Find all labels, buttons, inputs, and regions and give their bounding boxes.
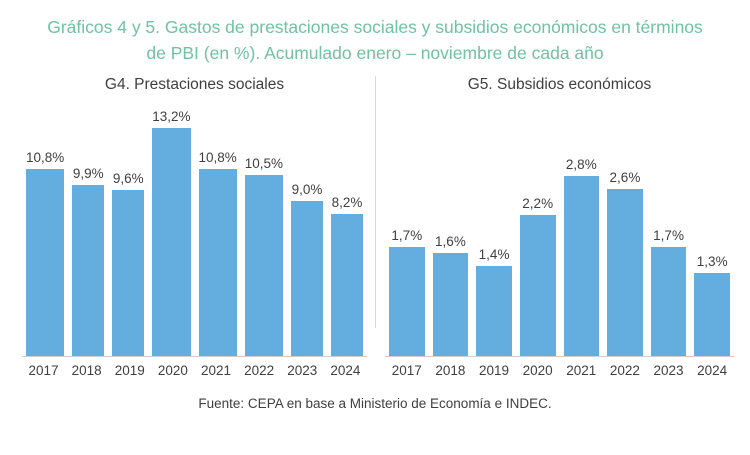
x-axis-tick: 2023 — [287, 363, 318, 378]
bar-value-label: 2,8% — [565, 157, 597, 172]
bar-group — [520, 104, 556, 356]
bar-group — [607, 104, 643, 356]
charts-container — [0, 76, 750, 378]
x-axis-tick: 2023 — [653, 363, 684, 378]
bar-value-label: 1,3% — [696, 254, 728, 269]
bar-group — [389, 104, 425, 356]
chart-g5-x-axis — [385, 356, 734, 378]
x-axis-tick: 2019 — [479, 363, 510, 378]
bar-value-label: 10,5% — [244, 156, 284, 171]
x-axis-tick: 2018 — [71, 363, 102, 378]
bar-group — [476, 104, 512, 356]
bar-value-label: 2,6% — [609, 170, 641, 185]
bar — [564, 176, 600, 356]
bar — [291, 201, 323, 356]
bar-value-label: 1,7% — [391, 228, 423, 243]
bar-group — [564, 104, 600, 356]
bar — [694, 273, 730, 356]
x-axis-tick: 2020 — [157, 363, 188, 378]
x-axis-tick: 2018 — [435, 363, 466, 378]
bar-value-label: 1,6% — [435, 234, 466, 249]
bar-group — [694, 104, 730, 356]
bar — [607, 189, 643, 356]
bar — [26, 169, 64, 356]
page-title: Gráficos 4 y 5. Gastos de prestaciones sociales y subsidios económicos en términos de PBI (en %). Acumulado enero – noviembre de cada año — [47, 17, 703, 63]
bar — [152, 128, 190, 356]
bar-group — [26, 104, 64, 356]
bar-value-label: 2,2% — [522, 196, 554, 211]
bar-group — [433, 104, 469, 356]
x-axis-tick: 2017 — [28, 363, 59, 378]
x-axis-tick: 2021 — [566, 363, 597, 378]
x-axis-tick: 2017 — [391, 363, 422, 378]
bar-group — [112, 104, 144, 356]
bar-value-label: 1,7% — [653, 228, 684, 243]
bar-value-label: 9,9% — [72, 166, 104, 181]
bar — [651, 247, 687, 356]
chart-g4-bars — [22, 104, 367, 356]
source-note: Fuente: CEPA en base a Ministerio de Economía e INDEC. — [198, 396, 552, 411]
bar-value-label: 10,8% — [198, 150, 237, 165]
bar-group — [199, 104, 237, 356]
chart-g5-bars — [385, 104, 734, 356]
chart-g4-plot — [22, 104, 367, 356]
bar-value-label: 8,2% — [331, 195, 363, 210]
x-axis-tick: 2020 — [522, 363, 553, 378]
chart-g4-title: G4. Prestaciones sociales — [104, 76, 285, 93]
bar — [199, 169, 237, 356]
x-axis-tick: 2022 — [244, 363, 275, 378]
bar — [112, 190, 144, 356]
bar-group — [72, 104, 104, 356]
x-axis-tick: 2021 — [201, 363, 232, 378]
bar-group — [331, 104, 363, 356]
bar-value-label: 9,0% — [291, 182, 323, 197]
bar — [389, 247, 425, 356]
chart-g5-title: G5. Subsidios económicos — [467, 76, 652, 93]
x-axis-tick: 2019 — [114, 363, 145, 378]
chart-g5 — [375, 76, 750, 378]
bar — [433, 253, 469, 356]
bar-value-label: 9,6% — [112, 171, 144, 186]
bar-group — [245, 104, 283, 356]
x-axis-tick: 2022 — [609, 363, 640, 378]
bar — [72, 185, 104, 356]
bar — [520, 215, 556, 356]
bar — [476, 266, 512, 356]
chart-g5-plot — [385, 104, 734, 356]
chart-g4-x-axis — [22, 356, 367, 378]
bar — [245, 175, 283, 356]
chart-g4 — [0, 76, 375, 378]
bar-value-label: 1,4% — [478, 247, 510, 262]
bar-group — [291, 104, 323, 356]
chart-divider — [375, 76, 376, 328]
bar-value-label: 10,8% — [26, 150, 65, 165]
bar-value-label: 13,2% — [152, 109, 191, 124]
bar-group — [152, 104, 190, 356]
bar — [331, 214, 363, 356]
bar-group — [651, 104, 687, 356]
x-axis-tick: 2024 — [697, 363, 728, 378]
x-axis-tick: 2024 — [330, 363, 361, 378]
